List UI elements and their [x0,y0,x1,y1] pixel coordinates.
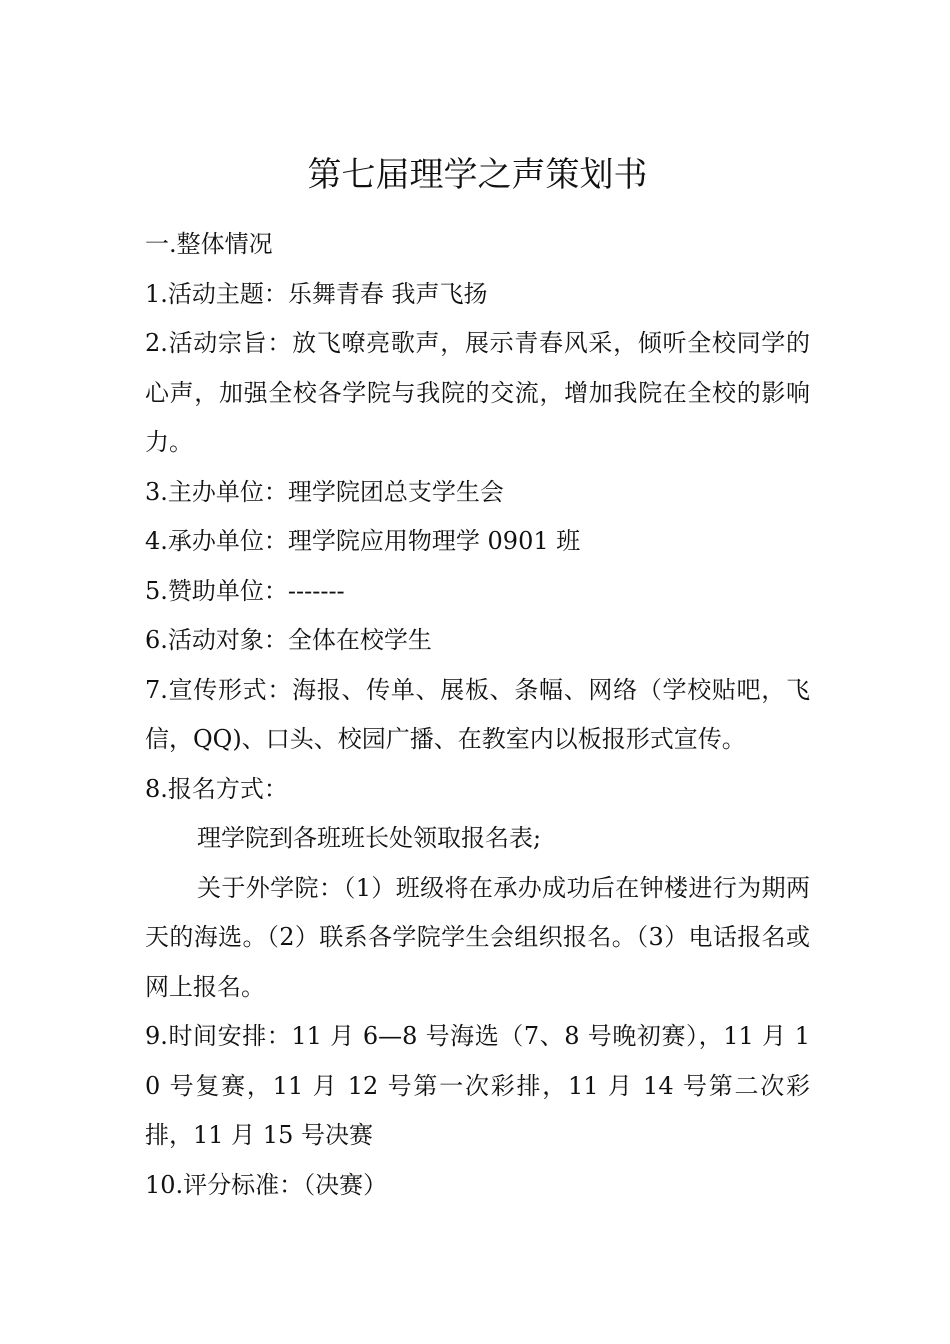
document-page [145,150,810,1210]
section-heading-overview: 一.整体情况 [145,230,273,258]
item-purpose: 2.活动宗旨：放飞嘹亮歌声，展示青春风采，倾听全校同学的心声，加强全校各学院与我院的交流，增加我院在全校的影响力。 [145,329,810,456]
registration-external: 关于外学院：（1）班级将在承办成功后在钟楼进行为期两天的海选。（2）联系各学院学生会组织报名。（3）电话报名或网上报名。 [145,873,810,1001]
item-participants: 6.活动对象：全体在校学生 [145,626,432,654]
item-theme: 1.活动主题：乐舞青春 我声飞扬 [145,279,488,308]
document-body [145,220,810,1210]
item-schedule: 9.时间安排：11 月 6—8 号海选（7、8 号晚初赛），11 月 10 号复赛，11 月 12 号第一次彩排，11 月 14 号第二次彩排，11 月 15 号决赛 [145,1022,810,1149]
registration-internal: 理学院到各班班长处领取报名表; [197,824,542,852]
item-sponsor: 5.赞助单位：------- [145,576,345,605]
item-host: 4.承办单位：理学院应用物理学 0901 班 [145,527,581,555]
document-title: 第七届理学之声策划书 [307,155,648,195]
item-scoring: 10.评分标准：（决赛） [145,1170,388,1199]
item-publicity: 7.宣传形式：海报、传单、展板、条幅、网络（学校贴吧，飞信，QQ)、口头、校园广播、在教室内以板报形式宣传。 [145,675,810,753]
item-registration: 8.报名方式： [145,774,288,803]
item-organizer: 3.主办单位：理学院团总支学生会 [145,477,504,506]
